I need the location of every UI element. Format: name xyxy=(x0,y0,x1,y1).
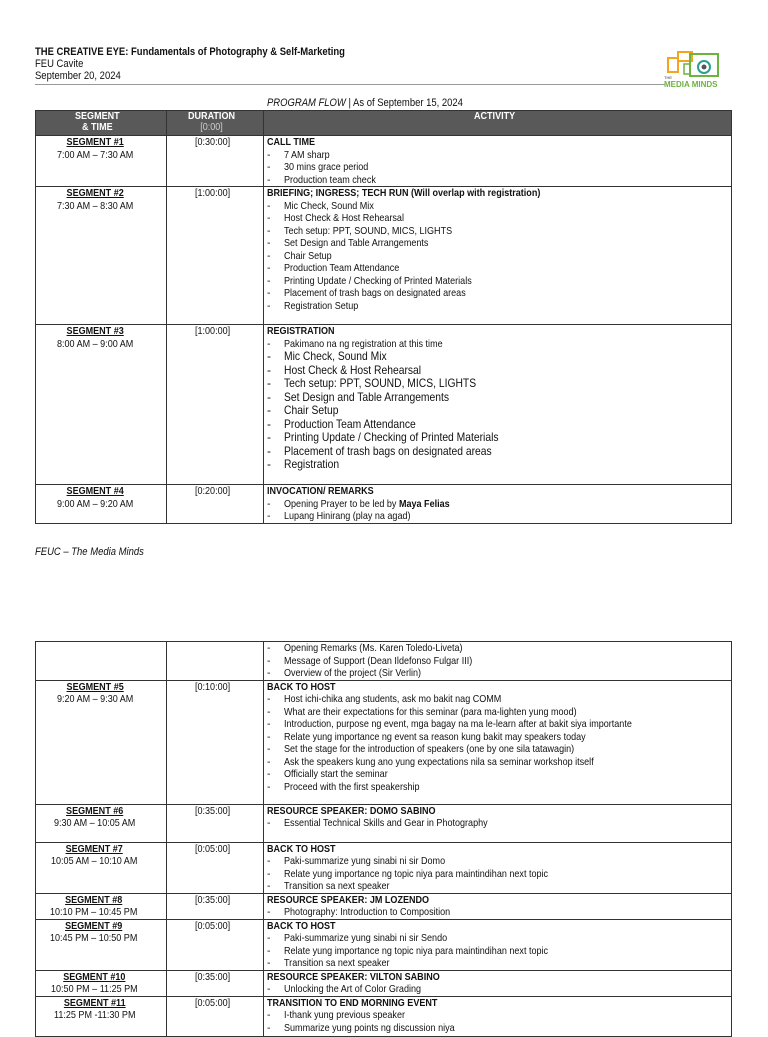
segment-cell xyxy=(36,136,167,187)
activity-title: BACK TO HOST xyxy=(267,680,336,693)
segment-time: 9:30 AM – 10:05 AM xyxy=(53,817,136,829)
duration-cell xyxy=(167,136,264,187)
activity-item: - What are their expectations for this seminar (para ma-lighten yung mood) xyxy=(267,706,731,719)
activity-title: TRANSITION TO END MORNING EVENT xyxy=(267,996,438,1009)
duration-value: [1:00:00] xyxy=(194,325,230,337)
activity-item: - Registration Setup xyxy=(267,300,731,313)
segment-time: 7:00 AM – 7:30 AM xyxy=(56,148,133,161)
duration-value: [1:00:00] xyxy=(194,187,230,199)
table-row xyxy=(36,136,732,187)
duration-cell xyxy=(167,919,264,970)
segment-time: 7:30 AM – 8:30 AM xyxy=(56,199,133,212)
activity-item: - Lupang Hinirang (play na agad) xyxy=(267,510,731,523)
duration-cell xyxy=(167,680,264,804)
segment-number: SEGMENT #6 xyxy=(65,804,123,817)
activity-item: - Set the stage for the introduction of speakers (one by one sila tatawagin) xyxy=(267,743,731,756)
activity-item: - Production team check xyxy=(267,174,731,187)
segment-cell xyxy=(36,893,167,919)
activity-item: - Pakimano na ng registration at this time xyxy=(267,338,731,351)
table-row xyxy=(36,642,732,681)
activity-item: - Registration xyxy=(267,458,731,472)
activity-item: - Placement of trash bags on designated areas xyxy=(267,287,731,300)
activity-item: - Message of Support (Dean Ildefonso Fulgar III) xyxy=(267,655,731,668)
segment-number: SEGMENT #10 xyxy=(62,970,126,983)
activity-item: - Proceed with the first speakership xyxy=(267,781,731,794)
activity-item: - Summarize yung points ng discussion niya xyxy=(267,1022,731,1035)
duration-value: [0:35:00] xyxy=(194,893,230,906)
activity-item: - Tech setup: PPT, SOUND, MICS, LIGHTS xyxy=(267,225,731,238)
activity-item: - Printing Update / Checking of Printed Materials xyxy=(267,275,731,288)
activity-item: - Host Check & Host Rehearsal xyxy=(267,364,731,378)
segment-cell xyxy=(36,187,167,325)
page-footer: FEUC – The Media Minds xyxy=(35,546,144,558)
activity-item: - Unlocking the Art of Color Grading xyxy=(267,983,731,996)
segment-number: SEGMENT #1 xyxy=(66,136,124,148)
duration-cell xyxy=(167,642,264,681)
program-flow-caption xyxy=(267,97,495,109)
activity-item: - 30 mins grace period xyxy=(267,161,731,174)
table-row xyxy=(36,919,732,970)
activity-item: - Introduction, purpose ng event, mga bagay na ma le-learn after at bakit siya importante xyxy=(267,718,731,731)
activity-cell xyxy=(264,893,732,919)
program-flow-label: PROGRAM FLOW xyxy=(267,97,346,109)
duration-value: [0:35:00] xyxy=(194,804,230,817)
duration-cell xyxy=(167,996,264,1036)
segment-time: 10:45 PM – 10:50 PM xyxy=(50,932,138,944)
segment-cell xyxy=(36,996,167,1036)
segment-cell xyxy=(36,325,167,485)
segment-number: SEGMENT #2 xyxy=(66,187,124,199)
segment-cell xyxy=(36,485,167,524)
activity-item: - Paki-summarize yung sinabi ni sir Domo xyxy=(267,855,731,868)
activity-item: - Transition sa next speaker xyxy=(267,957,731,970)
duration-cell xyxy=(167,970,264,996)
activity-cell xyxy=(264,996,732,1036)
activity-title: BACK TO HOST xyxy=(267,842,336,855)
segment-cell xyxy=(36,970,167,996)
table-row xyxy=(36,996,732,1036)
activity-cell xyxy=(264,642,732,681)
activity-item: - Essential Technical Skills and Gear in Photography xyxy=(267,817,731,830)
activity-item: - Production Team Attendance xyxy=(267,262,731,275)
activity-cell xyxy=(264,325,732,485)
table-row xyxy=(36,187,732,325)
activity-item: - Chair Setup xyxy=(267,404,731,418)
duration-value: [0:20:00] xyxy=(194,485,230,497)
segment-time: 9:20 AM – 9:30 AM xyxy=(56,693,133,705)
segment-time: 10:10 PM – 10:45 PM xyxy=(50,906,138,918)
activity-item: - Printing Update / Checking of Printed Materials xyxy=(267,431,731,445)
activity-item: - Set Design and Table Arrangements xyxy=(267,237,731,250)
segment-number: SEGMENT #4 xyxy=(66,485,124,497)
duration-value: [0:35:00] xyxy=(194,970,230,983)
activity-title: RESOURCE SPEAKER: DOMO SABINO xyxy=(267,804,436,817)
activity-item: - Mic Check, Sound Mix xyxy=(267,200,731,213)
activity-item: - Photography: Introduction to Composition xyxy=(267,906,731,919)
table-row xyxy=(36,842,732,893)
table-row xyxy=(36,893,732,919)
activity-cell xyxy=(264,842,732,893)
segment-time: 11:25 PM -11:30 PM xyxy=(53,1009,136,1021)
program-table-page1 xyxy=(35,110,732,524)
activity-item: - Host Check & Host Rehearsal xyxy=(267,212,731,225)
duration-cell xyxy=(167,187,264,325)
activity-item: - Production Team Attendance xyxy=(267,418,731,432)
activity-title: RESOURCE SPEAKER: VILTON SABINO xyxy=(267,970,440,983)
activity-title: BRIEFING; INGRESS; TECH RUN (Will overlap with registration) xyxy=(267,187,541,199)
activity-item: - Relate yung importance ng event sa reason kung bakit may speakers today xyxy=(267,731,731,744)
activity-cell xyxy=(264,919,732,970)
table-row xyxy=(36,325,732,485)
media-minds-logo xyxy=(660,44,730,90)
segment-cell xyxy=(36,842,167,893)
table-row xyxy=(36,485,732,524)
segment-number: SEGMENT #7 xyxy=(65,842,123,855)
duration-cell xyxy=(167,325,264,485)
activity-item: - Officially start the seminar xyxy=(267,768,731,781)
table-row xyxy=(36,970,732,996)
event-title: THE CREATIVE EYE: Fundamentals of Photography & Self-Marketing xyxy=(35,46,345,58)
segment-number: SEGMENT #8 xyxy=(65,893,123,906)
event-date: September 20, 2024 xyxy=(35,70,121,82)
activity-cell xyxy=(264,970,732,996)
document-header xyxy=(35,46,395,82)
segment-time: 8:00 AM – 9:00 AM xyxy=(56,337,133,350)
segment-cell xyxy=(36,804,167,842)
activity-item: - 7 AM sharp xyxy=(267,149,731,162)
duration-value: [0:05:00] xyxy=(194,919,230,932)
segment-cell xyxy=(36,919,167,970)
activity-title: INVOCATION/ REMARKS xyxy=(267,485,374,497)
activity-cell xyxy=(264,485,732,524)
duration-cell xyxy=(167,893,264,919)
activity-cell xyxy=(264,187,732,325)
program-flow-date: | As of September 15, 2024 xyxy=(345,97,463,109)
segment-cell xyxy=(36,680,167,804)
duration-cell xyxy=(167,485,264,524)
duration-header: DURATION [0:00] xyxy=(167,111,264,136)
activity-item: - I-thank yung previous speaker xyxy=(267,1009,731,1022)
logo-small-text: THE xyxy=(664,75,672,80)
activity-title: REGISTRATION xyxy=(267,325,335,337)
activity-header: ACTIVITY xyxy=(264,111,732,136)
activity-item: - Overview of the project (Sir Verlin) xyxy=(267,667,731,680)
duration-value: [0:10:00] xyxy=(194,680,230,693)
activity-cell xyxy=(264,136,732,187)
activity-item: - Opening Remarks (Ms. Karen Toledo-Liveta) xyxy=(267,642,731,655)
event-venue: FEU Cavite xyxy=(35,58,84,70)
segment-time-header: SEGMENT & TIME xyxy=(36,111,167,136)
activity-item: - Mic Check, Sound Mix xyxy=(267,350,731,364)
segment-cell xyxy=(36,642,167,681)
activity-item: - Placement of trash bags on designated areas xyxy=(267,445,731,459)
activity-item: - Relate yung importance ng topic niya para maintindihan next topic xyxy=(267,868,731,881)
activity-item: - Set Design and Table Arrangements xyxy=(267,391,731,405)
table-row xyxy=(36,680,732,804)
table-row xyxy=(36,804,732,842)
segment-time: 10:50 PM – 11:25 PM xyxy=(50,983,138,995)
duration-cell xyxy=(167,842,264,893)
speaker-name: Maya Felias xyxy=(398,497,450,510)
program-table-page2 xyxy=(35,641,732,1037)
activity-item: - Tech setup: PPT, SOUND, MICS, LIGHTS xyxy=(267,377,731,391)
activity-item: - Host ichi-chika ang students, ask mo bakit nag COMM xyxy=(267,693,731,706)
activity-cell xyxy=(264,680,732,804)
duration-value: [0:05:00] xyxy=(194,996,230,1009)
duration-value: [0:30:00] xyxy=(194,136,230,148)
duration-cell xyxy=(167,804,264,842)
activity-title: CALL TIME xyxy=(267,136,315,148)
segment-number: SEGMENT #11 xyxy=(63,996,126,1009)
activity-item: - Chair Setup xyxy=(267,250,731,263)
activity-item: - Relate yung importance ng topic niya para maintindihan next topic xyxy=(267,945,731,958)
activity-cell xyxy=(264,804,732,842)
segment-number: SEGMENT #5 xyxy=(66,680,124,693)
segment-number: SEGMENT #3 xyxy=(66,325,124,337)
activity-title: RESOURCE SPEAKER: JM LOZENDO xyxy=(267,893,430,906)
activity-item: - Transition sa next speaker xyxy=(267,880,731,893)
activity-item: - Ask the speakers kung ano yung expectations nila sa seminar workshop itself xyxy=(267,756,731,769)
segment-time: 9:00 AM – 9:20 AM xyxy=(56,497,133,510)
activity-item: - Opening Prayer to be led by Maya Felias xyxy=(267,498,731,511)
header-divider xyxy=(35,84,665,85)
activity-item: - Paki-summarize yung sinabi ni sir Sendo xyxy=(267,932,731,945)
duration-value: [0:05:00] xyxy=(194,842,230,855)
segment-time: 10:05 AM – 10:10 AM xyxy=(50,855,138,867)
segment-number: SEGMENT #9 xyxy=(65,919,123,932)
logo-text: MEDIA MINDS xyxy=(664,80,718,89)
activity-title: BACK TO HOST xyxy=(267,919,336,932)
